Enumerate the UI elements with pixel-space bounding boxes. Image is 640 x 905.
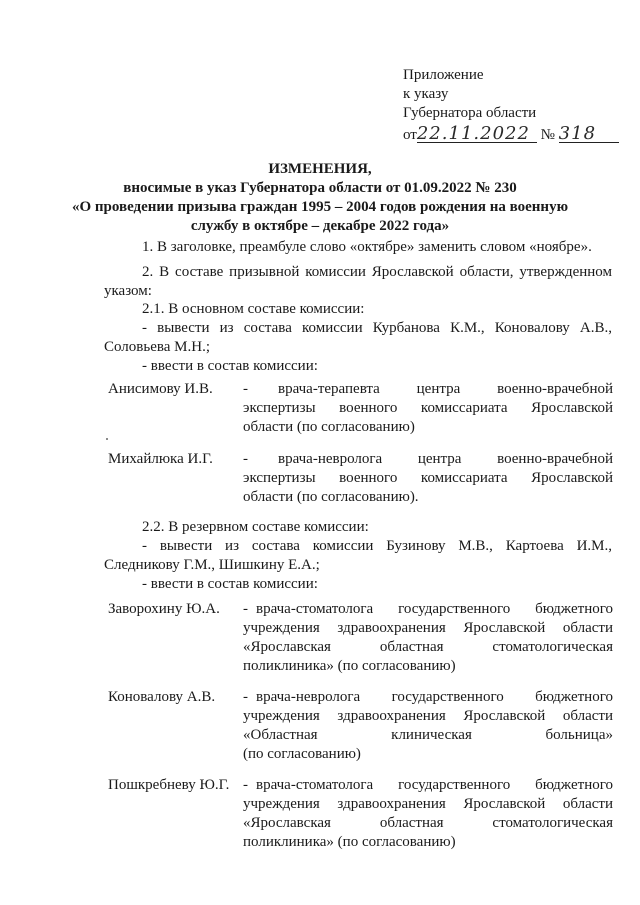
member-dash: - — [243, 451, 248, 467]
date-prefix: от — [403, 127, 417, 143]
appendix-line: к указу — [403, 86, 449, 102]
member-dash: - — [243, 689, 248, 705]
appendix-header — [403, 66, 619, 144]
member-position-line: врача-стоматолога государственного бюджетного — [256, 777, 613, 793]
appendix-line: Приложение — [403, 67, 484, 83]
title-line: «О проведении призыва граждан 1995 – 2004 годов рождения на военную — [71, 199, 569, 215]
remove-list-reserve-line2: Следникову Г.М., Шишкину Е.А.; — [104, 557, 320, 573]
member-position-line: врача-стоматолога государственного бюджетного — [256, 601, 613, 617]
paragraph-2-2: 2.2. В резервном составе комиссии: — [142, 519, 369, 535]
member-name: Михайлюка И.Г. — [108, 451, 213, 467]
member-position-line: «Ярославская областная стоматологическая — [243, 639, 613, 655]
member-position-line: поликлиника» (по согласованию) — [243, 658, 456, 674]
handwritten-number: 318 — [559, 125, 619, 143]
appendix-line: Губернатора области — [403, 105, 537, 121]
member-position-line: врача-терапевта центра военно-врачебной — [278, 381, 613, 397]
remove-list-reserve-line1: - вывести из состава комиссии Бузинову М.В., Картоева И.М., — [142, 538, 612, 554]
member-position-line: поликлиника» (по согласованию) — [243, 834, 456, 850]
title-line: вносимые в указ Губернатора области от 01.09.2022 № 230 — [123, 180, 517, 196]
title-heading: ИЗМЕНЕНИЯ, — [268, 161, 372, 177]
paragraph-2-line2: указом: — [104, 283, 152, 299]
number-prefix: № — [540, 127, 555, 143]
member-position-line: врача-невролога государственного бюджетного — [256, 689, 613, 705]
member-dash: - — [243, 601, 248, 617]
member-position-line: учреждения здравоохранения Ярославской области — [243, 620, 613, 636]
document-title — [0, 160, 640, 236]
member-position-line: области (по согласованию) — [243, 419, 415, 435]
paragraph-1: 1. В заголовке, преамбуле слово «октябре» заменить словом «ноябре». — [142, 239, 592, 255]
member-position-line: «Областная клиническая больница» — [243, 727, 613, 743]
member-dash: - — [243, 381, 248, 397]
member-position-line: учреждения здравоохранения Ярославской области — [243, 796, 613, 812]
handwritten-date: 22.11.2022 — [417, 125, 537, 143]
scan-speck — [106, 438, 108, 440]
member-position-line: учреждения здравоохранения Ярославской области — [243, 708, 613, 724]
member-position-line: (по согласованию) — [243, 746, 361, 762]
member-position-line: «Ярославская областная стоматологическая — [243, 815, 613, 831]
member-position-line: экспертизы военного комиссариата Ярославской — [243, 470, 613, 486]
remove-list-main-line2: Соловьева М.Н.; — [104, 339, 211, 355]
member-name: Заворохину Ю.А. — [108, 601, 220, 617]
member-position-line: врача-невролога центра военно-врачебной — [278, 451, 613, 467]
member-dash: - — [243, 777, 248, 793]
add-list-main-intro: - ввести в состав комиссии: — [142, 358, 318, 374]
member-name: Пошкребневу Ю.Г. — [108, 777, 230, 793]
member-name: Коновалову А.В. — [108, 689, 216, 705]
member-position-line: области (по согласованию). — [243, 489, 419, 505]
member-position-line: экспертизы военного комиссариата Ярославской — [243, 400, 613, 416]
paragraph-2-line1: 2. В составе призывной комиссии Ярославской области, утвержденном — [142, 264, 612, 280]
title-line: службу в октябре – декабре 2022 года» — [190, 218, 450, 234]
paragraph-2-1: 2.1. В основном составе комиссии: — [142, 301, 365, 317]
appendix-date-line — [403, 125, 619, 144]
add-list-reserve-intro: - ввести в состав комиссии: — [142, 576, 318, 592]
member-name: Анисимову И.В. — [108, 381, 213, 397]
remove-list-main-line1: - вывести из состава комиссии Курбанова К.М., Коновалову А.В., — [142, 320, 612, 336]
